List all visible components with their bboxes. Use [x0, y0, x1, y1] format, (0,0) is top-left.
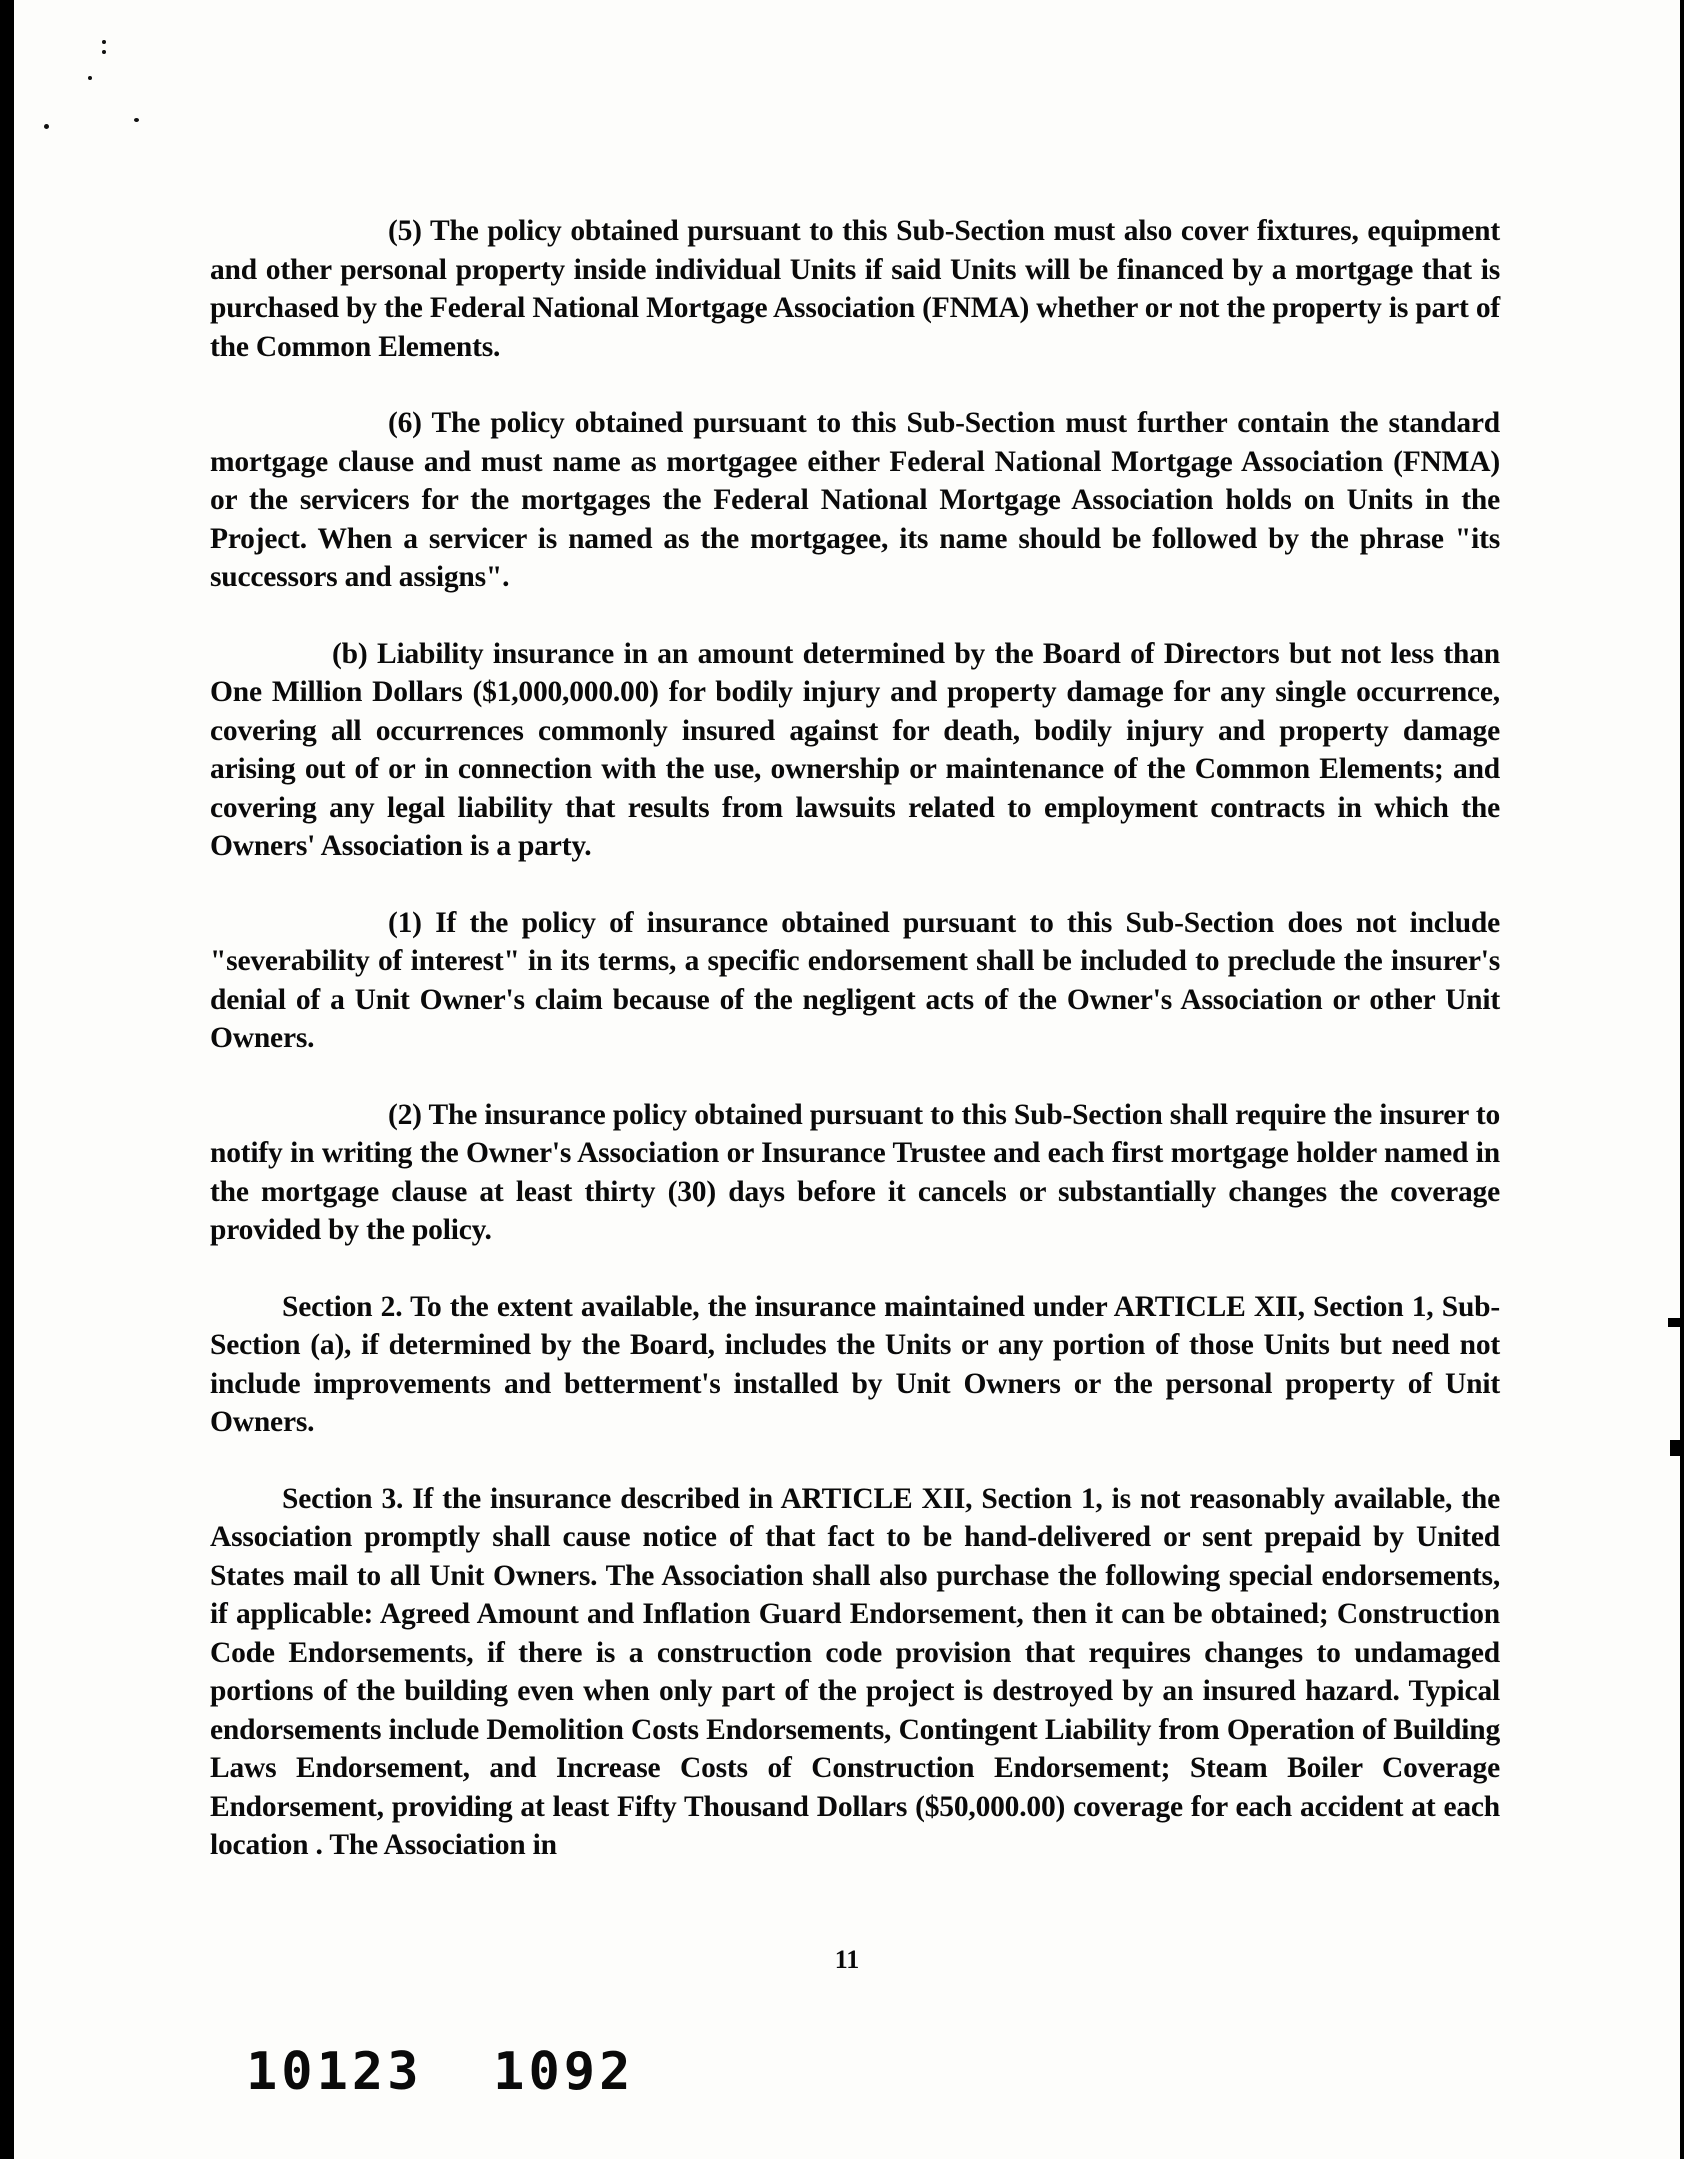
document-page [14, 0, 1680, 2159]
scan-speck [102, 40, 106, 44]
paragraph-2-notification: (2) The insurance policy obtained pursuant to this Sub-Section shall require the insurer to notify in writing the Owner's Association or Insurance Trustee and each first mortgage holder named in the mortgage clause at least thirty (30) days before it cancels or substantially changes the coverage provided by the policy. [210, 1098, 1500, 1246]
scan-speck [88, 76, 92, 80]
paragraph-b-liability: (b) Liability insurance in an amount determined by the Board of Directors but not less than One Million Dollars ($1,000,000.00) for bodily injury and property damage for any single occurrence, covering all occurrences commonly insured against for death, bodily injury and property damage arising out of or in connection with the use, ownership or maintenance of the Common Elements; and covering any legal liability that results from lawsuits related to employment contracts in which the Owners' Association is a party. [210, 637, 1500, 862]
document-body [210, 212, 1500, 1903]
page-number: 11 [834, 1945, 860, 1974]
document-id-stamp: 10123 1092 [246, 2042, 635, 2102]
scanner-edge-mark [1670, 1440, 1684, 1456]
scan-speck [134, 118, 139, 122]
paragraph-1-severability: (1) If the policy of insurance obtained pursuant to this Sub-Section does not include "severability of interest" in its terms, a specific endorsement shall be included to preclude the insurer's denial of a Unit Owner's claim because of the negligent acts of the Owner's Association or other Unit Owners. [210, 906, 1500, 1054]
paragraph-6-mortgage-clause: (6) The policy obtained pursuant to this Sub-Section must further contain the standard mortgage clause and must name as mortgagee either Federal National Mortgage Association (FNMA) or the servicers for the mortgages the Federal National Mortgage Association holds on Units in the Project. When a servicer is named as the mortgagee, its name should be followed by the phrase "its successors and assigns". [210, 407, 1500, 593]
section-2-paragraph: Section 2. To the extent available, the insurance maintained under ARTICLE XII, Section 1, Sub-Section (a), if determined by the Board, includes the Units or any portion of those Units but need not include improvements and betterment's installed by Unit Owners or the personal property of Unit Owners. [210, 1290, 1500, 1438]
scan-speck [44, 124, 49, 129]
scan-speck [102, 50, 106, 54]
paragraph-5-fixtures: (5) The policy obtained pursuant to this Sub-Section must also cover fixtures, equipment and other personal property inside individual Units if said Units will be financed by a mortgage that is purchased by the Federal National Mortgage Association (FNMA) whether or not the property is part of the Common Elements. [210, 215, 1500, 363]
scanner-edge-mark [1668, 1318, 1684, 1327]
section-3-paragraph: Section 3. If the insurance described in ARTICLE XII, Section 1, is not reasonably available, the Association promptly shall cause notice of that fact to be hand-delivered or sent prepaid by United States mail to all Unit Owners. The Association shall also purchase the following special endorsements, if applicable: Agreed Amount and Inflation Guard Endorsement, then it can be obtained; Construction Code Endorsements, if there is a construction code provision that requires changes to undamaged portions of the building even when only part of the project is destroyed by an insured hazard. Typical endorsements include Demolition Costs Endorsements, Contingent Liability from Operation of Building Laws Endorsement, and Increase Costs of Construction Endorsement; Steam Boiler Coverage Endorsement, providing at least Fifty Thousand Dollars ($50,000.00) coverage for each accident at each location . The Association in [210, 1482, 1500, 1861]
